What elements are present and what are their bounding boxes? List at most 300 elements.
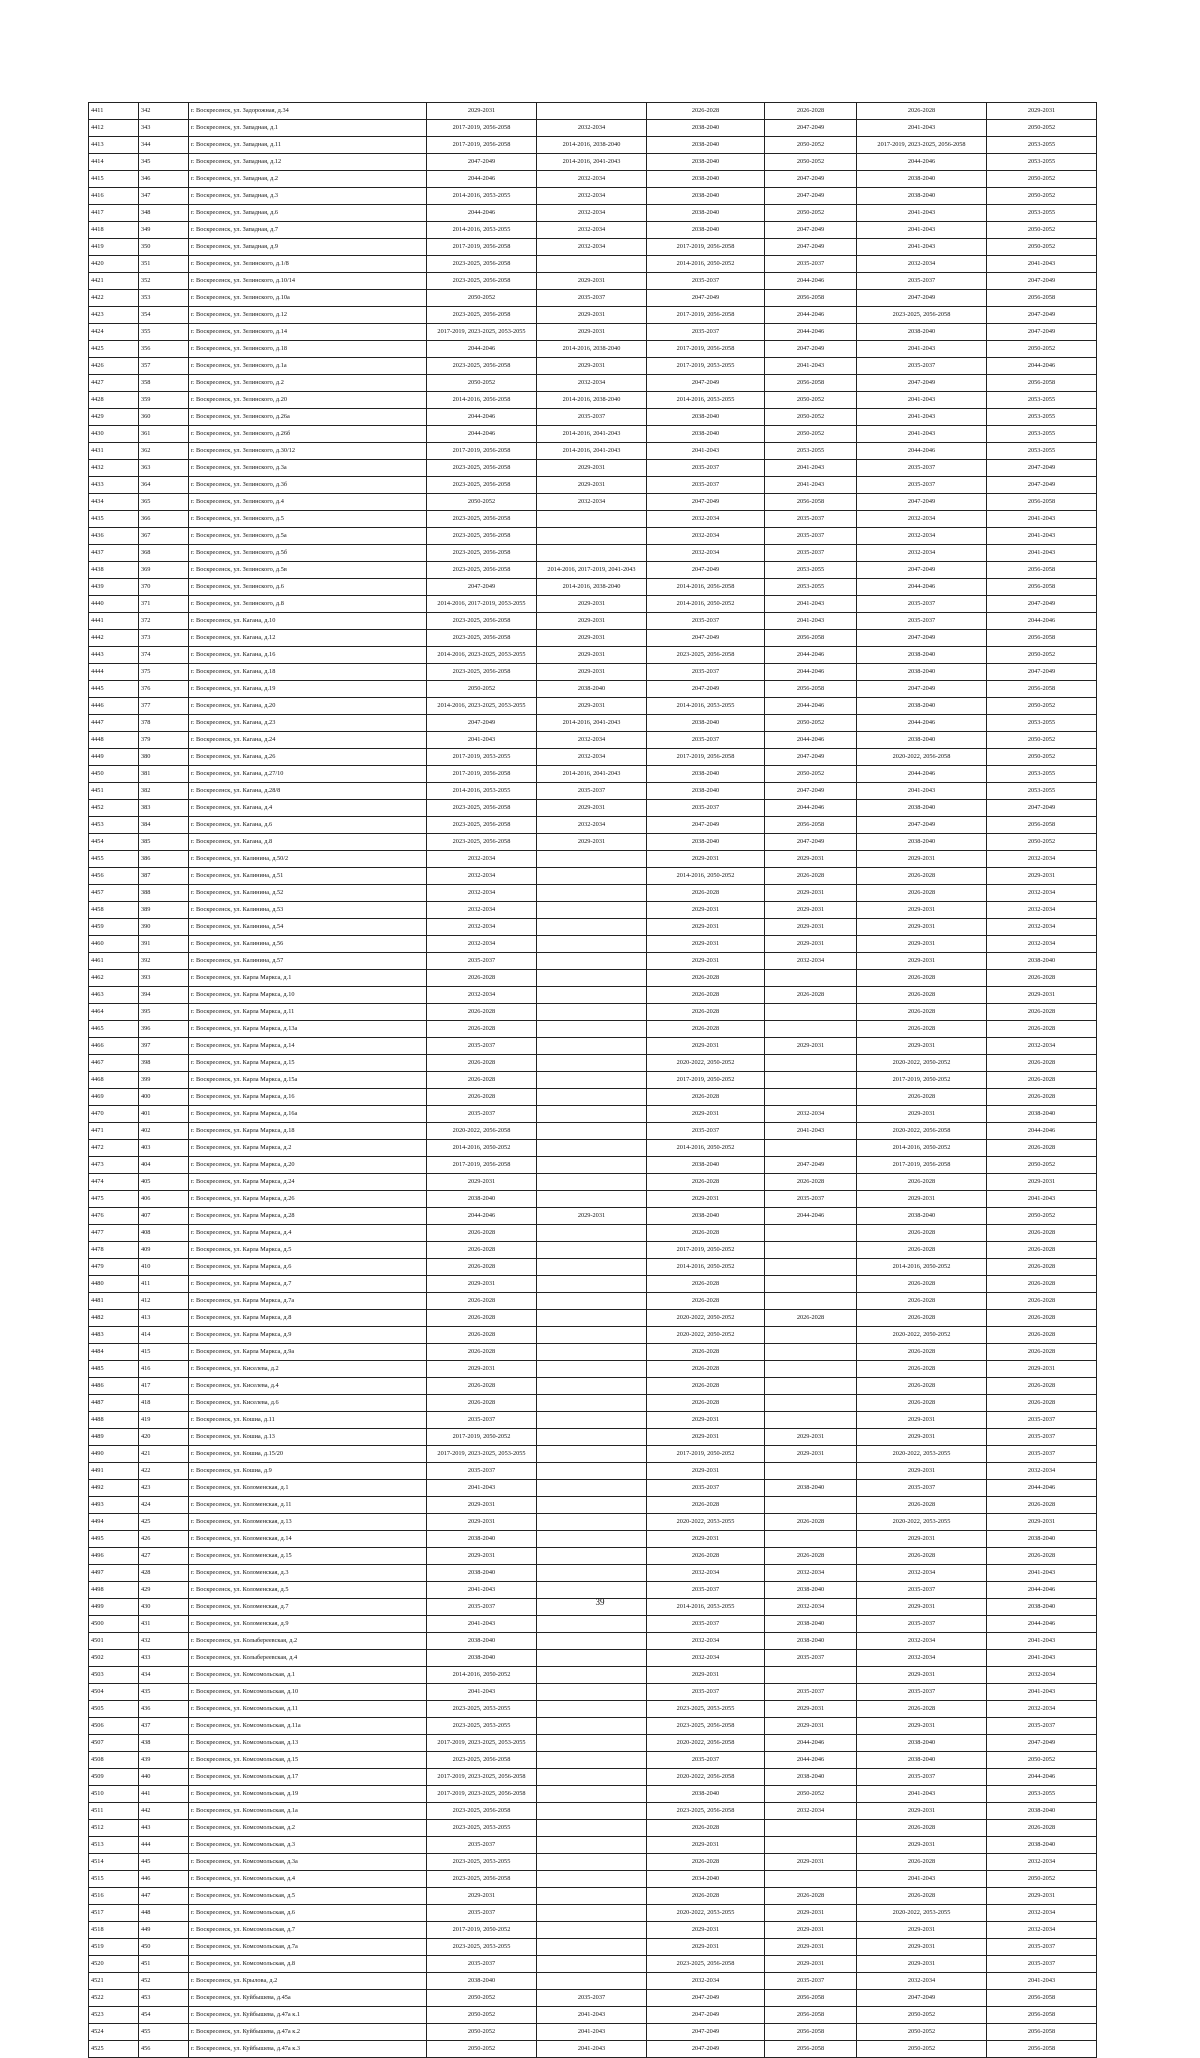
cell-period-1: 2029-2031 bbox=[427, 103, 537, 120]
cell-period-2 bbox=[537, 528, 647, 545]
cell-address: г. Воскресенск, ул. Кошиа, д.11 bbox=[189, 1412, 427, 1429]
cell-row-index: 4504 bbox=[89, 1684, 139, 1701]
cell-period-3: 2038-2040 bbox=[647, 715, 765, 732]
cell-period-1: 2032-2034 bbox=[427, 936, 537, 953]
cell-row-index: 4460 bbox=[89, 936, 139, 953]
cell-period-2: 2029-2031 bbox=[537, 1208, 647, 1225]
cell-period-2 bbox=[537, 1837, 647, 1854]
cell-period-4: 2056-2058 bbox=[765, 2041, 857, 2058]
cell-row-index: 4489 bbox=[89, 1429, 139, 1446]
cell-period-2: 2014-2016, 2041-2043 bbox=[537, 715, 647, 732]
cell-period-6: 2053-2055 bbox=[987, 205, 1097, 222]
cell-period-4: 2026-2028 bbox=[765, 1310, 857, 1327]
table-row bbox=[89, 1310, 1097, 1327]
cell-period-4: 2050-2052 bbox=[765, 137, 857, 154]
table-row bbox=[89, 987, 1097, 1004]
cell-period-1: 2050-2052 bbox=[427, 375, 537, 392]
cell-period-4: 2044-2046 bbox=[765, 664, 857, 681]
cell-period-2 bbox=[537, 1497, 647, 1514]
cell-address: г. Воскресенск, ул. Комсомольская, д.5 bbox=[189, 1888, 427, 1905]
cell-period-5: 2038-2040 bbox=[857, 1208, 987, 1225]
cell-period-2 bbox=[537, 1361, 647, 1378]
cell-address: г. Воскресенск, ул. Карла Маркса, д.28 bbox=[189, 1208, 427, 1225]
cell-period-4: 2044-2046 bbox=[765, 698, 857, 715]
cell-period-1: 2050-2052 bbox=[427, 681, 537, 698]
cell-period-5: 2029-2031 bbox=[857, 1412, 987, 1429]
cell-period-4: 2038-2040 bbox=[765, 1582, 857, 1599]
cell-period-6: 2026-2028 bbox=[987, 1548, 1097, 1565]
cell-period-6: 2053-2055 bbox=[987, 766, 1097, 783]
cell-period-3: 2023-2025, 2056-2058 bbox=[647, 647, 765, 664]
cell-period-1: 2029-2031 bbox=[427, 1548, 537, 1565]
cell-period-1: 2023-2025, 2056-2058 bbox=[427, 358, 537, 375]
cell-period-6: 2053-2055 bbox=[987, 392, 1097, 409]
cell-period-4 bbox=[765, 1072, 857, 1089]
cell-address: г. Воскресенск, ул. Комсомольская, д.7а bbox=[189, 1939, 427, 1956]
table-row bbox=[89, 205, 1097, 222]
cell-period-4: 2053-2055 bbox=[765, 579, 857, 596]
cell-house-number: 407 bbox=[139, 1208, 189, 1225]
cell-house-number: 360 bbox=[139, 409, 189, 426]
cell-address: г. Воскресенск, ул. Коломенская, д.13 bbox=[189, 1514, 427, 1531]
cell-period-6: 2041-2043 bbox=[987, 1191, 1097, 1208]
cell-row-index: 4445 bbox=[89, 681, 139, 698]
cell-period-4: 2044-2046 bbox=[765, 647, 857, 664]
cell-period-3: 2035-2037 bbox=[647, 613, 765, 630]
cell-period-1: 2023-2025, 2053-2055 bbox=[427, 1718, 537, 1735]
cell-row-index: 4507 bbox=[89, 1735, 139, 1752]
cell-address: г. Воскресенск, ул. Зелинского, д.20 bbox=[189, 392, 427, 409]
cell-address: г. Воскресенск, ул. Зелинского, д.3б bbox=[189, 477, 427, 494]
cell-period-5: 2050-2052 bbox=[857, 2024, 987, 2041]
cell-row-index: 4416 bbox=[89, 188, 139, 205]
cell-period-6: 2050-2052 bbox=[987, 1157, 1097, 1174]
cell-house-number: 420 bbox=[139, 1429, 189, 1446]
cell-row-index: 4413 bbox=[89, 137, 139, 154]
cell-period-2: 2041-2043 bbox=[537, 2024, 647, 2041]
cell-period-2 bbox=[537, 1786, 647, 1803]
cell-period-2: 2029-2031 bbox=[537, 273, 647, 290]
table-row bbox=[89, 426, 1097, 443]
cell-period-3: 2035-2037 bbox=[647, 1480, 765, 1497]
cell-address: г. Воскресенск, ул. Западная, д.6 bbox=[189, 205, 427, 222]
cell-period-3: 2035-2037 bbox=[647, 477, 765, 494]
cell-period-3: 2035-2037 bbox=[647, 664, 765, 681]
cell-row-index: 4496 bbox=[89, 1548, 139, 1565]
cell-period-2 bbox=[537, 1854, 647, 1871]
cell-period-5: 2035-2037 bbox=[857, 1480, 987, 1497]
cell-period-5: 2029-2031 bbox=[857, 1922, 987, 1939]
cell-house-number: 444 bbox=[139, 1837, 189, 1854]
cell-period-2 bbox=[537, 1871, 647, 1888]
cell-row-index: 4467 bbox=[89, 1055, 139, 1072]
cell-period-5: 2038-2040 bbox=[857, 1752, 987, 1769]
cell-house-number: 355 bbox=[139, 324, 189, 341]
cell-period-5: 2032-2034 bbox=[857, 511, 987, 528]
cell-period-3: 2035-2037 bbox=[647, 324, 765, 341]
cell-period-6: 2035-2037 bbox=[987, 1956, 1097, 1973]
cell-address: г. Воскресенск, ул. Комсомольская, д.1 bbox=[189, 1667, 427, 1684]
cell-address: г. Воскресенск, ул. Киселева, д.4 bbox=[189, 1378, 427, 1395]
cell-period-4: 2029-2031 bbox=[765, 902, 857, 919]
cell-period-5: 2029-2031 bbox=[857, 1599, 987, 1616]
cell-period-6: 2050-2052 bbox=[987, 222, 1097, 239]
cell-period-5: 2029-2031 bbox=[857, 1718, 987, 1735]
table-row bbox=[89, 1072, 1097, 1089]
cell-period-4: 2038-2040 bbox=[765, 1480, 857, 1497]
cell-period-3: 2014-2016, 2050-2052 bbox=[647, 868, 765, 885]
cell-address: г. Воскресенск, ул. Зелинского, д.26б bbox=[189, 426, 427, 443]
cell-period-2 bbox=[537, 545, 647, 562]
cell-period-4: 2047-2049 bbox=[765, 834, 857, 851]
cell-period-3: 2038-2040 bbox=[647, 205, 765, 222]
cell-row-index: 4520 bbox=[89, 1956, 139, 1973]
cell-house-number: 452 bbox=[139, 1973, 189, 1990]
cell-period-3: 2029-2031 bbox=[647, 1429, 765, 1446]
cell-period-4 bbox=[765, 1021, 857, 1038]
cell-period-5: 2026-2028 bbox=[857, 1701, 987, 1718]
cell-period-6: 2026-2028 bbox=[987, 1395, 1097, 1412]
cell-house-number: 366 bbox=[139, 511, 189, 528]
cell-period-5: 2044-2046 bbox=[857, 766, 987, 783]
cell-period-6: 2044-2046 bbox=[987, 358, 1097, 375]
cell-row-index: 4457 bbox=[89, 885, 139, 902]
cell-period-2: 2014-2016, 2041-2043 bbox=[537, 443, 647, 460]
cell-period-3: 2017-2019, 2056-2058 bbox=[647, 749, 765, 766]
cell-house-number: 367 bbox=[139, 528, 189, 545]
cell-period-5: 2026-2028 bbox=[857, 1378, 987, 1395]
cell-address: г. Воскресенск, ул. Зелинского, д.5б bbox=[189, 545, 427, 562]
table-row bbox=[89, 579, 1097, 596]
cell-period-6: 2041-2043 bbox=[987, 1565, 1097, 1582]
cell-period-5: 2044-2046 bbox=[857, 715, 987, 732]
cell-period-5: 2026-2028 bbox=[857, 1854, 987, 1871]
cell-period-6: 2050-2052 bbox=[987, 171, 1097, 188]
cell-period-5: 2041-2043 bbox=[857, 341, 987, 358]
cell-period-2 bbox=[537, 1140, 647, 1157]
cell-period-1: 2026-2028 bbox=[427, 970, 537, 987]
cell-address: г. Воскресенск, ул. Карла Маркса, д.13а bbox=[189, 1021, 427, 1038]
cell-period-1: 2017-2019, 2023-2025, 2053-2055 bbox=[427, 1735, 537, 1752]
cell-address: г. Воскресенск, ул. Кагана, д.23 bbox=[189, 715, 427, 732]
cell-period-2 bbox=[537, 1174, 647, 1191]
table-row bbox=[89, 596, 1097, 613]
cell-period-3: 2020-2022, 2056-2058 bbox=[647, 1769, 765, 1786]
cell-period-2: 2029-2031 bbox=[537, 647, 647, 664]
cell-period-1: 2035-2037 bbox=[427, 1905, 537, 1922]
cell-period-6: 2047-2049 bbox=[987, 664, 1097, 681]
table-row bbox=[89, 902, 1097, 919]
cell-address: г. Воскресенск, ул. Комсомольская, д.3 bbox=[189, 1837, 427, 1854]
table-row bbox=[89, 664, 1097, 681]
cell-period-3: 2038-2040 bbox=[647, 409, 765, 426]
table-row bbox=[89, 1786, 1097, 1803]
cell-period-4: 2050-2052 bbox=[765, 715, 857, 732]
cell-period-6: 2050-2052 bbox=[987, 239, 1097, 256]
cell-period-2: 2014-2016, 2017-2019, 2041-2043 bbox=[537, 562, 647, 579]
table-row bbox=[89, 1939, 1097, 1956]
table-row bbox=[89, 919, 1097, 936]
cell-period-6: 2029-2031 bbox=[987, 987, 1097, 1004]
cell-period-3: 2014-2016, 2050-2052 bbox=[647, 256, 765, 273]
cell-address: г. Воскресенск, ул. Карла Маркса, д.24 bbox=[189, 1174, 427, 1191]
cell-period-4: 2041-2043 bbox=[765, 1123, 857, 1140]
cell-period-1: 2026-2028 bbox=[427, 1344, 537, 1361]
cell-period-6: 2047-2049 bbox=[987, 324, 1097, 341]
cell-period-3: 2026-2028 bbox=[647, 1820, 765, 1837]
cell-period-4: 2029-2031 bbox=[765, 1939, 857, 1956]
cell-period-1: 2023-2025, 2056-2058 bbox=[427, 562, 537, 579]
cell-row-index: 4508 bbox=[89, 1752, 139, 1769]
table-row bbox=[89, 630, 1097, 647]
cell-period-4: 2029-2031 bbox=[765, 936, 857, 953]
cell-period-3: 2029-2031 bbox=[647, 851, 765, 868]
cell-period-2 bbox=[537, 1888, 647, 1905]
cell-row-index: 4430 bbox=[89, 426, 139, 443]
cell-period-5: 2035-2037 bbox=[857, 477, 987, 494]
cell-period-1: 2014-2016, 2050-2052 bbox=[427, 1140, 537, 1157]
table-row bbox=[89, 341, 1097, 358]
cell-period-6: 2029-2031 bbox=[987, 1174, 1097, 1191]
cell-period-6: 2032-2034 bbox=[987, 1463, 1097, 1480]
cell-period-6: 2050-2052 bbox=[987, 732, 1097, 749]
cell-row-index: 4424 bbox=[89, 324, 139, 341]
cell-house-number: 424 bbox=[139, 1497, 189, 1514]
cell-row-index: 4437 bbox=[89, 545, 139, 562]
table-row bbox=[89, 1990, 1097, 2007]
cell-row-index: 4497 bbox=[89, 1565, 139, 1582]
cell-house-number: 370 bbox=[139, 579, 189, 596]
cell-address: г. Воскресенск, ул. Карла Маркса, д.15 bbox=[189, 1055, 427, 1072]
table-row bbox=[89, 103, 1097, 120]
cell-period-4 bbox=[765, 1820, 857, 1837]
cell-period-2 bbox=[537, 1531, 647, 1548]
cell-period-6: 2032-2034 bbox=[987, 919, 1097, 936]
cell-row-index: 4434 bbox=[89, 494, 139, 511]
cell-period-6: 2032-2034 bbox=[987, 1854, 1097, 1871]
cell-house-number: 385 bbox=[139, 834, 189, 851]
table-row bbox=[89, 1429, 1097, 1446]
cell-period-2: 2029-2031 bbox=[537, 358, 647, 375]
cell-period-1: 2026-2028 bbox=[427, 1089, 537, 1106]
table-row bbox=[89, 851, 1097, 868]
cell-row-index: 4442 bbox=[89, 630, 139, 647]
cell-period-5: 2038-2040 bbox=[857, 324, 987, 341]
cell-period-1: 2023-2025, 2056-2058 bbox=[427, 834, 537, 851]
cell-period-2 bbox=[537, 511, 647, 528]
cell-row-index: 4511 bbox=[89, 1803, 139, 1820]
cell-period-6: 2056-2058 bbox=[987, 562, 1097, 579]
cell-period-5: 2026-2028 bbox=[857, 1293, 987, 1310]
cell-period-1: 2023-2025, 2056-2058 bbox=[427, 307, 537, 324]
cell-period-1: 2014-2016, 2053-2055 bbox=[427, 188, 537, 205]
cell-period-6: 2050-2052 bbox=[987, 1752, 1097, 1769]
cell-row-index: 4427 bbox=[89, 375, 139, 392]
cell-address: г. Воскресенск, ул. Карла Маркса, д.9а bbox=[189, 1344, 427, 1361]
cell-period-2: 2035-2037 bbox=[537, 290, 647, 307]
cell-period-1: 2017-2019, 2023-2025, 2053-2055 bbox=[427, 1446, 537, 1463]
cell-house-number: 358 bbox=[139, 375, 189, 392]
cell-row-index: 4488 bbox=[89, 1412, 139, 1429]
cell-address: г. Воскресенск, ул. Калинина, д.56 bbox=[189, 936, 427, 953]
cell-address: г. Воскресенск, ул. Карла Маркса, д.14 bbox=[189, 1038, 427, 1055]
cell-address: г. Воскресенск, ул. Кагана, д.19 bbox=[189, 681, 427, 698]
cell-period-6: 2044-2046 bbox=[987, 1769, 1097, 1786]
cell-period-5: 2026-2028 bbox=[857, 1820, 987, 1837]
cell-address: г. Воскресенск, ул. Калинина, д.53 bbox=[189, 902, 427, 919]
cell-period-2 bbox=[537, 1667, 647, 1684]
cell-house-number: 402 bbox=[139, 1123, 189, 1140]
cell-period-2 bbox=[537, 1378, 647, 1395]
cell-period-6: 2026-2028 bbox=[987, 1225, 1097, 1242]
table-row bbox=[89, 511, 1097, 528]
cell-period-4: 2038-2040 bbox=[765, 1769, 857, 1786]
cell-period-5: 2041-2043 bbox=[857, 205, 987, 222]
cell-period-4: 2032-2034 bbox=[765, 1803, 857, 1820]
cell-address: г. Воскресенск, ул. Задорожная, д.34 bbox=[189, 103, 427, 120]
cell-period-3: 2041-2043 bbox=[647, 443, 765, 460]
cell-address: г. Воскресенск, ул. Карла Маркса, д.6 bbox=[189, 1259, 427, 1276]
cell-address: г. Воскресенск, ул. Карла Маркса, д.16а bbox=[189, 1106, 427, 1123]
cell-period-3: 2035-2037 bbox=[647, 460, 765, 477]
cell-row-index: 4425 bbox=[89, 341, 139, 358]
cell-row-index: 4518 bbox=[89, 1922, 139, 1939]
table-row bbox=[89, 1837, 1097, 1854]
cell-period-2 bbox=[537, 851, 647, 868]
cell-house-number: 365 bbox=[139, 494, 189, 511]
cell-period-2: 2035-2037 bbox=[537, 1990, 647, 2007]
cell-period-6: 2038-2040 bbox=[987, 1837, 1097, 1854]
cell-period-4: 2047-2049 bbox=[765, 341, 857, 358]
cell-row-index: 4420 bbox=[89, 256, 139, 273]
cell-period-2 bbox=[537, 1123, 647, 1140]
cell-period-3: 2029-2031 bbox=[647, 1939, 765, 1956]
cell-period-4: 2056-2058 bbox=[765, 2007, 857, 2024]
cell-period-4 bbox=[765, 1055, 857, 1072]
cell-period-5: 2026-2028 bbox=[857, 1548, 987, 1565]
cell-period-4: 2044-2046 bbox=[765, 324, 857, 341]
cell-period-2: 2032-2034 bbox=[537, 375, 647, 392]
cell-period-5: 2020-2022, 2056-2058 bbox=[857, 749, 987, 766]
cell-period-4: 2029-2031 bbox=[765, 1701, 857, 1718]
cell-period-6: 2047-2049 bbox=[987, 800, 1097, 817]
cell-period-4 bbox=[765, 1242, 857, 1259]
cell-address: г. Воскресенск, ул. Комсомольская, д.3а bbox=[189, 1854, 427, 1871]
cell-period-5: 2020-2022, 2053-2055 bbox=[857, 1514, 987, 1531]
cell-period-2 bbox=[537, 1004, 647, 1021]
cell-period-6: 2041-2043 bbox=[987, 1684, 1097, 1701]
cell-period-1: 2014-2016, 2053-2055 bbox=[427, 222, 537, 239]
table-row bbox=[89, 1106, 1097, 1123]
cell-period-5: 2020-2022, 2053-2055 bbox=[857, 1905, 987, 1922]
cell-address: г. Воскресенск, ул. Зелинского, д.30/12 bbox=[189, 443, 427, 460]
cell-period-6: 2056-2058 bbox=[987, 579, 1097, 596]
cell-house-number: 381 bbox=[139, 766, 189, 783]
cell-house-number: 377 bbox=[139, 698, 189, 715]
cell-house-number: 423 bbox=[139, 1480, 189, 1497]
cell-period-3: 2026-2028 bbox=[647, 1395, 765, 1412]
cell-house-number: 349 bbox=[139, 222, 189, 239]
table-row bbox=[89, 970, 1097, 987]
cell-period-4: 2029-2031 bbox=[765, 1956, 857, 1973]
cell-row-index: 4449 bbox=[89, 749, 139, 766]
cell-row-index: 4471 bbox=[89, 1123, 139, 1140]
cell-period-5: 2020-2022, 2053-2055 bbox=[857, 1446, 987, 1463]
cell-house-number: 408 bbox=[139, 1225, 189, 1242]
cell-period-3: 2017-2019, 2056-2058 bbox=[647, 341, 765, 358]
cell-period-6: 2050-2052 bbox=[987, 749, 1097, 766]
cell-address: г. Воскресенск, ул. Карла Маркса, д.15а bbox=[189, 1072, 427, 1089]
cell-period-3: 2026-2028 bbox=[647, 1378, 765, 1395]
cell-period-4: 2056-2058 bbox=[765, 2024, 857, 2041]
cell-period-3: 2029-2031 bbox=[647, 919, 765, 936]
cell-row-index: 4438 bbox=[89, 562, 139, 579]
cell-period-1: 2044-2046 bbox=[427, 341, 537, 358]
cell-period-4: 2053-2055 bbox=[765, 443, 857, 460]
cell-row-index: 4463 bbox=[89, 987, 139, 1004]
cell-period-2 bbox=[537, 1055, 647, 1072]
cell-house-number: 395 bbox=[139, 1004, 189, 1021]
cell-period-3: 2020-2022, 2053-2055 bbox=[647, 1514, 765, 1531]
cell-period-4: 2050-2052 bbox=[765, 154, 857, 171]
cell-period-4: 2026-2028 bbox=[765, 1514, 857, 1531]
cell-row-index: 4486 bbox=[89, 1378, 139, 1395]
cell-period-3: 2047-2049 bbox=[647, 2041, 765, 2058]
cell-row-index: 4470 bbox=[89, 1106, 139, 1123]
cell-period-4: 2050-2052 bbox=[765, 1786, 857, 1803]
cell-period-2 bbox=[537, 936, 647, 953]
cell-period-4 bbox=[765, 970, 857, 987]
cell-period-5: 2026-2028 bbox=[857, 103, 987, 120]
cell-period-1: 2044-2046 bbox=[427, 409, 537, 426]
cell-period-5: 2020-2022, 2056-2058 bbox=[857, 1123, 987, 1140]
cell-period-1: 2047-2049 bbox=[427, 154, 537, 171]
cell-period-5: 2041-2043 bbox=[857, 222, 987, 239]
table-row bbox=[89, 545, 1097, 562]
cell-address: г. Воскресенск, ул. Карла Маркса, д.9 bbox=[189, 1327, 427, 1344]
cell-period-1: 2035-2037 bbox=[427, 1837, 537, 1854]
cell-period-3: 2017-2019, 2050-2052 bbox=[647, 1072, 765, 1089]
cell-period-4: 2047-2049 bbox=[765, 171, 857, 188]
cell-period-6: 2050-2052 bbox=[987, 1871, 1097, 1888]
table-row bbox=[89, 1497, 1097, 1514]
cell-period-4: 2056-2058 bbox=[765, 630, 857, 647]
cell-period-3: 2035-2037 bbox=[647, 1752, 765, 1769]
cell-period-3: 2035-2037 bbox=[647, 1123, 765, 1140]
cell-period-6: 2041-2043 bbox=[987, 1650, 1097, 1667]
cell-house-number: 434 bbox=[139, 1667, 189, 1684]
cell-house-number: 436 bbox=[139, 1701, 189, 1718]
cell-house-number: 394 bbox=[139, 987, 189, 1004]
cell-period-4: 2044-2046 bbox=[765, 1208, 857, 1225]
cell-row-index: 4423 bbox=[89, 307, 139, 324]
cell-period-6: 2047-2049 bbox=[987, 1735, 1097, 1752]
table-row bbox=[89, 1769, 1097, 1786]
table-row bbox=[89, 681, 1097, 698]
cell-period-1: 2044-2046 bbox=[427, 1208, 537, 1225]
cell-period-2 bbox=[537, 1293, 647, 1310]
cell-address: г. Воскресенск, ул. Карла Маркса, д.18 bbox=[189, 1123, 427, 1140]
cell-period-3: 2029-2031 bbox=[647, 1106, 765, 1123]
cell-house-number: 416 bbox=[139, 1361, 189, 1378]
cell-row-index: 4490 bbox=[89, 1446, 139, 1463]
cell-house-number: 456 bbox=[139, 2041, 189, 2058]
table-row bbox=[89, 1718, 1097, 1735]
cell-period-3: 2032-2034 bbox=[647, 1633, 765, 1650]
cell-house-number: 404 bbox=[139, 1157, 189, 1174]
cell-period-4: 2041-2043 bbox=[765, 596, 857, 613]
cell-period-2: 2029-2031 bbox=[537, 698, 647, 715]
